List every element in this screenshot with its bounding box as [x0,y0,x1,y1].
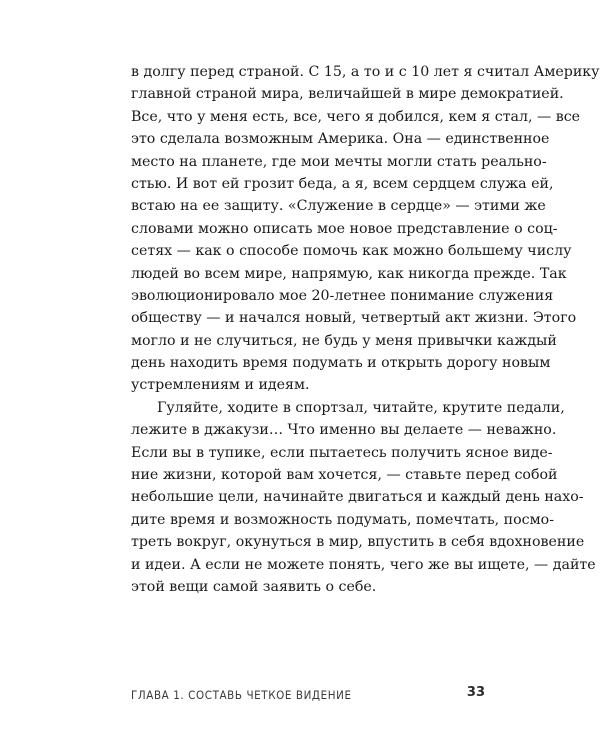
paragraph [131,397,596,599]
text-line: день находить время подумать и открыть дорогу новым [131,355,551,372]
text-line: главной страной мира, величайшей в мире демократией. [131,86,564,103]
text-line: и идеи. А если не можете понять, чего же вы ищете, — дайте [131,556,596,573]
text-line: в долгу перед страной. С 15, а то и с 10 лет я считал Америку [131,64,600,80]
text-line: обществу — и начался новый, четвертый акт жизни. Этого [131,310,577,327]
text-line: лежите в джакузи… Что именно вы делаете — неважно. [131,422,557,439]
text-line: сетях — как о способе помочь как можно большему числу [131,243,572,260]
text-line: встаю на ее защиту. «Служение в сердце» — этими же [131,198,546,215]
running-footer-chapter-title: ГЛАВА 1. СОСТАВЬ ЧЕТКОЕ ВИДЕНИЕ [131,688,352,702]
paragraph [131,61,600,397]
text-line: словами можно описать мое новое представление о соц- [131,220,558,237]
text-line: Гуляйте, ходите в спортзал, читайте, крутите педали, [157,399,565,416]
text-line: стью. И вот ей грозит беда, а я, всем сердцем служа ей, [131,175,554,192]
text-line: треть вокруг, окунуться в мир, впустить в себя вдохновение [131,534,585,551]
text-line: людей во всем мире, напрямую, как никогда прежде. Так [131,265,567,282]
text-line: ние жизни, которой вам хочется, — ставьте перед собой [131,467,558,484]
text-line: могло и не случиться, не будь у меня привычки каждый [131,332,557,349]
text-line: устремлениям и идеям. [131,377,310,394]
text-line: место на планете, где мои мечты могли стать реально- [131,153,547,170]
page-number: 33 [466,685,485,700]
text-line: это сделала возможным Америка. Она — единственное [131,131,550,148]
body-text [131,61,600,598]
text-line: эволюционировало мое 20-летнее понимание служения [131,287,554,304]
text-line: дите время и возможность подумать, помечтать, посмо- [131,511,554,528]
text-line: этой вещи самой заявить о себе. [131,578,377,595]
text-line: Если вы в тупике, если пытаетесь получить ясное виде- [131,444,553,461]
text-line: Все, что у меня есть, все, чего я добился, кем я стал, — все [131,108,581,125]
text-line: небольшие цели, начинайте двигаться и каждый день нахо- [131,489,584,506]
